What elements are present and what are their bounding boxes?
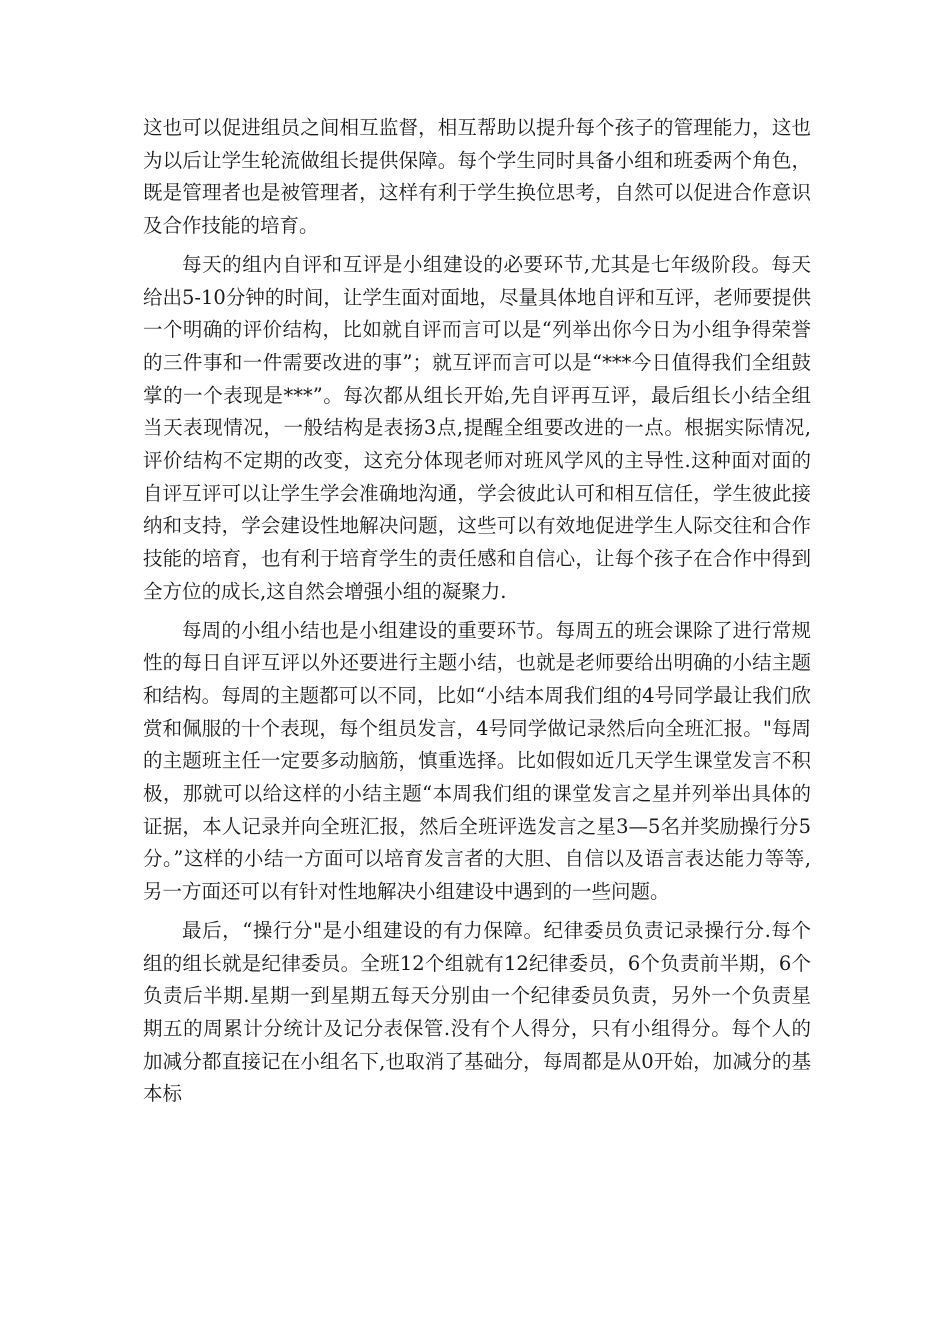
paragraph-1: 这也可以促进组员之间相互监督，相互帮助以提升每个孩子的管理能力，这也为以后让学生轮流做组长提供保障。每个学生同时具备小组和班委两个角色，既是管理者也是被管理者，这样有利于学生换位思考，自然可以促进合作意识及合作技能的培育。 [143, 116, 811, 238]
document-body [143, 112, 811, 1117]
paragraph-2: 每天的组内自评和互评是小组建设的必要环节,尤其是七年级阶段。每天给出5-10分钟的时间，让学生面对面地，尽量具体地自评和互评，老师要提供一个明确的评价结构，比如就自评而言可以是“列举出你今日为小组争得荣誉的三件事和一件需要改进的事”；就互评而言可以是“***今日值得我们全组鼓掌的一个表现是***”。每次都从组长开始,先自评再互评，最后组长小结全组当天表现情况，一般结构是表扬3点,提醒全组要改进的一点。根据实际情况,评价结构不定期的改变，这充分体现老师对班风学风的主导性.这种面对面的自评互评可以让学生学会准确地沟通，学会彼此认可和相互信任，学生彼此接纳和支持，学会建设性地解决问题，这些可以有效地促进学生人际交往和合作技能的培育，也有利于培育学生的责任感和自信心，让每个孩子在合作中得到全方位的成长,这自然会增强小组的凝聚力. [143, 252, 811, 603]
paragraph-4: 最后，“操行分"是小组建设的有力保障。纪律委员负责记录操行分.每个组的组长就是纪律委员。全班12个组就有12纪律委员，6个负责前半期，6个负责后半期.星期一到星期五每天分别由一个纪律委员负责，另外一个负责星期五的周累计分统计及记分表保管.没有个人得分，只有小组得分。每个人的加减分都直接记在小组名下,也取消了基础分，每周都是从0开始，加减分的基本标 [143, 918, 811, 1106]
paragraph-3: 每周的小组小结也是小组建设的重要环节。每周五的班会课除了进行常规性的每日自评互评以外还要进行主题小结，也就是老师要给出明确的小结主题和结构。每周的主题都可以不同，比如“小结本周我们组的4号同学最让我们欣赏和佩服的十个表现，每个组员发言，4号同学做记录然后向全班汇报。"每周的主题班主任一定要多动脑筋，慎重选择。比如假如近几天学生课堂发言不积极，那就可以给这样的小结主题“本周我们组的课堂发言之星并列举出具体的证据，本人记录并向全班汇报，然后全班评选发言之星3—5名并奖励操行分5分。”这样的小结一方面可以培育发言者的大胆、自信以及语言表达能力等等,另一方面还可以有针对性地解决小组建设中遇到的一些问题。 [143, 618, 811, 904]
